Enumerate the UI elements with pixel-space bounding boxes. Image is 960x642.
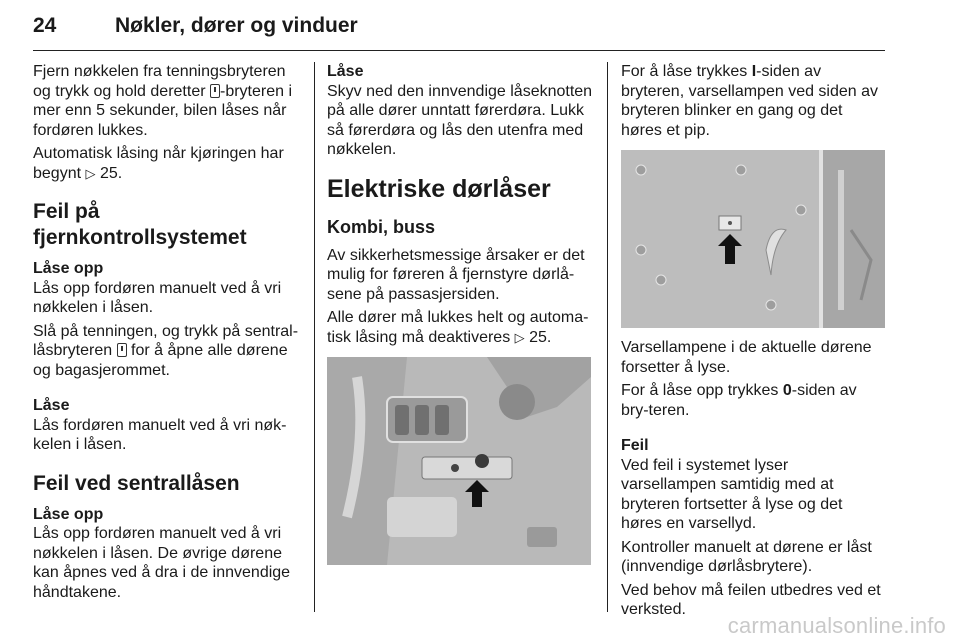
subheading: Feil — [621, 437, 649, 454]
paragraph: Fjern nøkkelen fra tenningsbryteren og trykk og hold deretter -bryteren i mer enn 5 sekunder, bilen låses når fordøren lukkes. — [33, 63, 293, 139]
subheading: Låse — [33, 397, 70, 414]
chapter-heading: Elektriske dørlåser — [327, 174, 551, 203]
paragraph: Av sikkerhetsmessige årsaker er det mulig for føreren å fjernstyre dørlå-sene på passasjersiden. — [327, 246, 585, 303]
column-divider — [607, 62, 608, 612]
subheading: Låse opp — [33, 505, 104, 523]
subheading: Låse — [327, 63, 364, 80]
paragraph: Ved behov må feilen utbedres ved et verksted. — [621, 581, 881, 618]
dashboard-switch-illustration — [327, 357, 591, 565]
page-header — [33, 6, 885, 51]
reference-arrow-icon: ▷ — [514, 329, 525, 345]
column-2 — [327, 62, 595, 575]
door-panel-switch-illustration — [621, 150, 885, 328]
paragraph: Ved feil i systemet lyser varsellampen samtidig med at bryteren fortsetter å lyse og det høres en varsellyd. — [621, 456, 843, 532]
column-3 — [621, 62, 887, 624]
lock-switch-icon — [117, 343, 127, 357]
section-heading: Kombi, buss — [327, 216, 436, 237]
section-heading: Feil ved sentrallåsen — [33, 471, 240, 495]
paragraph: Skyv ned den innvendige låseknotten på alle dører unntatt førerdøra. Lukk så førerdøra og lås den utenfra med nøkkelen. — [327, 82, 593, 158]
watermark: carmanualsonline.info — [727, 613, 946, 638]
section-heading: Feil på fjernkontrollsystemet — [33, 200, 247, 249]
paragraph: Lås fordøren manuelt ved å vri nøk-kelen i låsen. — [33, 416, 287, 453]
page-number: 24 — [33, 14, 57, 37]
subheading: Låse opp — [33, 260, 104, 277]
paragraph: Automatisk låsing når kjøringen har begynt ▷ 25. — [33, 145, 284, 182]
paragraph: Slå på tenningen, og trykk på sentral-låsbryteren for å åpne alle dørene og bagasjerommet. — [33, 322, 299, 379]
reference-arrow-icon: ▷ — [85, 165, 96, 181]
running-title: Nøkler, dører og vinduer — [115, 14, 358, 37]
paragraph: Alle dører må lukkes helt og automa-tisk låsing må deaktiveres ▷ 25. — [327, 309, 589, 346]
lock-switch-icon — [210, 84, 220, 98]
column-1 — [33, 62, 301, 606]
column-divider — [314, 62, 315, 612]
paragraph: For å låse trykkes I-siden av bryteren, varsellampen ved siden av bryteren blinker en gang og det høres et pip. — [621, 63, 879, 139]
paragraph: Varsellampene i de aktuelle dørene forsetter å lyse. — [621, 339, 872, 376]
paragraph: Lås opp fordøren manuelt ved å vri nøkkelen i låsen. De øvrige dørene kan åpnes ved å dra i de innvendige håndtakene. — [33, 525, 291, 601]
paragraph: Lås opp fordøren manuelt ved å vri nøkkelen i låsen. — [33, 279, 282, 316]
paragraph: Kontroller manuelt at dørene er låst (innvendige dørlåsbrytere). — [621, 538, 872, 575]
paragraph: For å låse opp trykkes 0-siden av bry-teren. — [621, 382, 857, 419]
